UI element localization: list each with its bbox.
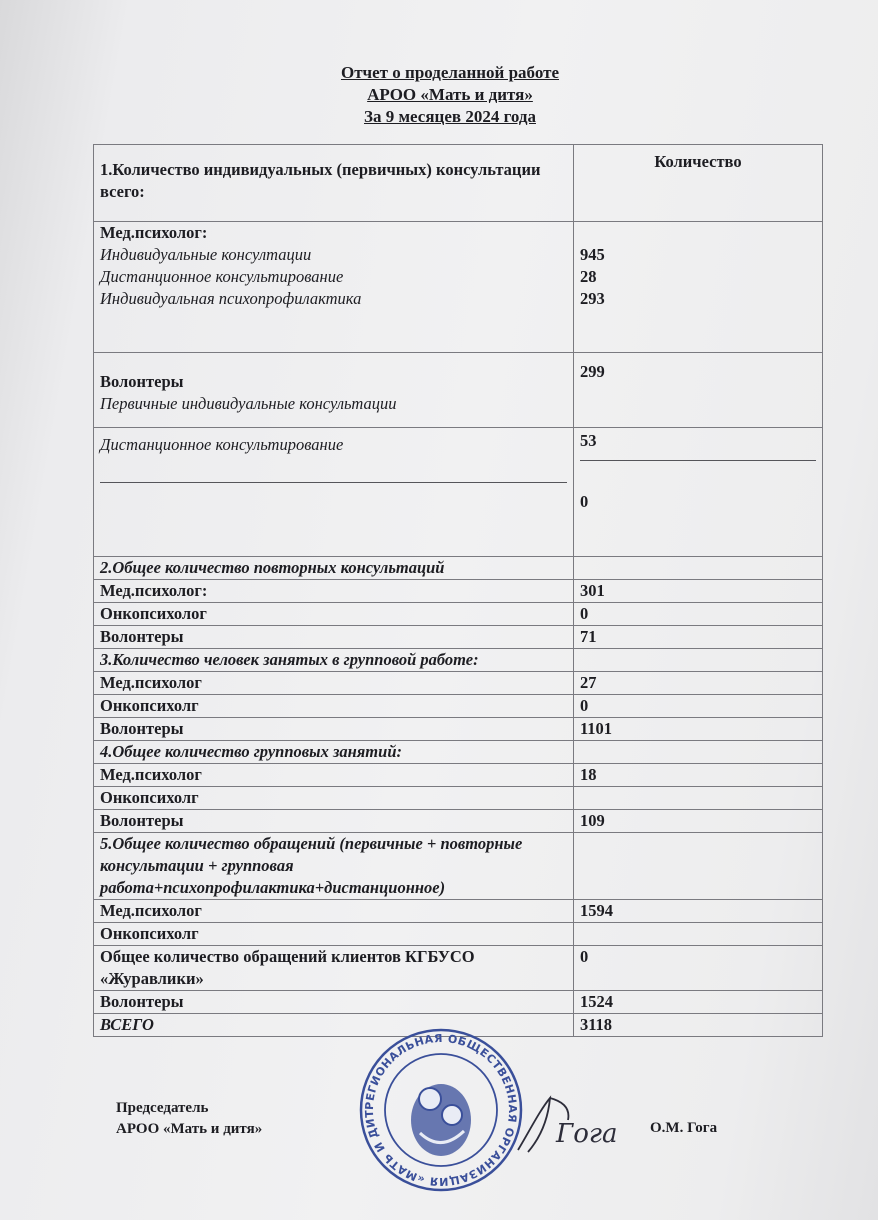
total-value: 3118 <box>573 1014 822 1037</box>
table-row <box>94 741 823 764</box>
row-label: Волонтеры <box>94 810 574 833</box>
row-label: Онкопсихолг <box>94 787 574 810</box>
total-label: ВСЕГО <box>94 1014 574 1037</box>
divider <box>100 482 567 483</box>
handwritten-signature <box>510 1090 620 1165</box>
list-item: Индивидуальная психопрофилактика <box>100 289 362 308</box>
row-label: Онкопсихолог <box>94 603 574 626</box>
med-psychologist-label: Мед.психолог: <box>100 223 208 242</box>
section-3-title: 3.Количество человек занятых в групповой работе: <box>94 649 574 672</box>
table-row <box>94 626 823 649</box>
volunteers-label: Волонтеры <box>100 372 184 391</box>
remote-consulting-values <box>573 428 822 557</box>
report-title: Отчет о проделанной работе <box>340 63 560 82</box>
table-row <box>94 603 823 626</box>
table-row <box>94 810 823 833</box>
table-row <box>94 580 823 603</box>
table-row <box>94 946 823 991</box>
table-row <box>94 764 823 787</box>
row-label: Онкопсихолг <box>94 695 574 718</box>
med-psychologist-block <box>94 222 574 353</box>
row-label: Волонтеры <box>94 991 574 1014</box>
table-row <box>94 672 823 695</box>
section-2-title: 2.Общее количество повторных консультаций <box>94 557 574 580</box>
seal-ring-text: РЕГИОНАЛЬНАЯ ОБЩЕСТВЕННАЯ ОРГАНИЗАЦИЯ «МАТЬ И ДИТ <box>362 1031 520 1189</box>
signature-graphic <box>510 1090 620 1160</box>
signatory-role: Председатель <box>116 1100 209 1116</box>
value: 945 <box>579 245 605 264</box>
table-row <box>94 557 823 580</box>
row-label: Мед.психолог: <box>94 580 574 603</box>
value: 28 <box>579 267 597 286</box>
organization-seal <box>356 1025 526 1200</box>
list-item: Индивидуальные консултации <box>100 245 312 264</box>
row-label: Мед.психолог <box>94 672 574 695</box>
table-row <box>94 353 823 428</box>
value: 293 <box>579 289 605 308</box>
section-1-title: 1.Количество индивидуальных (первичных) консультации всего: <box>94 145 574 222</box>
signatory-org: АРОО «Мать и дитя» <box>116 1121 263 1137</box>
remote-consulting-block <box>94 428 574 557</box>
report-header <box>250 62 650 128</box>
organization-name: АРОО «Мать и дитя» <box>367 85 533 104</box>
section-4-title: 4.Общее количество групповых занятий: <box>94 741 574 764</box>
signatory-name: О.М. Гога <box>650 1120 718 1136</box>
list-item: Первичные индивидуальные консультации <box>100 394 397 413</box>
signatory-block <box>116 1098 262 1140</box>
row-value: 301 <box>573 580 822 603</box>
row-label: Волонтеры <box>94 626 574 649</box>
row-value: 0 <box>573 603 822 626</box>
table-row <box>94 787 823 810</box>
report-period: За 9 месяцев 2024 года <box>364 107 536 126</box>
section-5-title: 5.Общее количество обращений (первичные + повторные консультации + групповая работа+психопрофилактика+дистанционное) <box>94 833 574 900</box>
empty-cell <box>573 833 822 900</box>
column-header-quantity: Количество <box>573 145 822 222</box>
table-row <box>94 222 823 353</box>
row-value: 18 <box>573 764 822 787</box>
table-row <box>94 718 823 741</box>
table-row <box>94 145 823 222</box>
table-row <box>94 695 823 718</box>
row-value: 71 <box>573 626 822 649</box>
empty-cell <box>573 557 822 580</box>
row-value: 1524 <box>573 991 822 1014</box>
row-label: Мед.психолог <box>94 900 574 923</box>
empty-cell <box>573 741 822 764</box>
volunteers-value: 299 <box>573 353 822 428</box>
row-label: Общее количество обращений клиентов КГБУСО «Журавлики» <box>94 946 574 991</box>
table-row <box>94 428 823 557</box>
row-value: 0 <box>573 695 822 718</box>
empty-cell <box>573 649 822 672</box>
row-label: Мед.психолог <box>94 764 574 787</box>
med-psychologist-values <box>573 222 822 353</box>
volunteers-block <box>94 353 574 428</box>
table-row <box>94 923 823 946</box>
signature-text: Гога <box>556 1119 618 1149</box>
row-value: 27 <box>573 672 822 695</box>
divider <box>580 460 816 461</box>
value: 53 <box>579 431 597 450</box>
row-label: Онкопсихолг <box>94 923 574 946</box>
table-row <box>94 900 823 923</box>
row-value: 1594 <box>573 900 822 923</box>
value: 0 <box>579 492 589 511</box>
table-row <box>94 649 823 672</box>
row-label: Волонтеры <box>94 718 574 741</box>
row-value: 0 <box>573 946 822 991</box>
list-item: Дистанционное консультирование <box>100 267 344 286</box>
row-value <box>573 787 822 810</box>
list-item: Дистанционное консультирование <box>100 435 344 454</box>
row-value <box>573 923 822 946</box>
table-row <box>94 833 823 900</box>
row-value: 109 <box>573 810 822 833</box>
seal-graphic <box>356 1025 526 1195</box>
report-table <box>93 144 823 1037</box>
row-value: 1101 <box>573 718 822 741</box>
table-row <box>94 991 823 1014</box>
